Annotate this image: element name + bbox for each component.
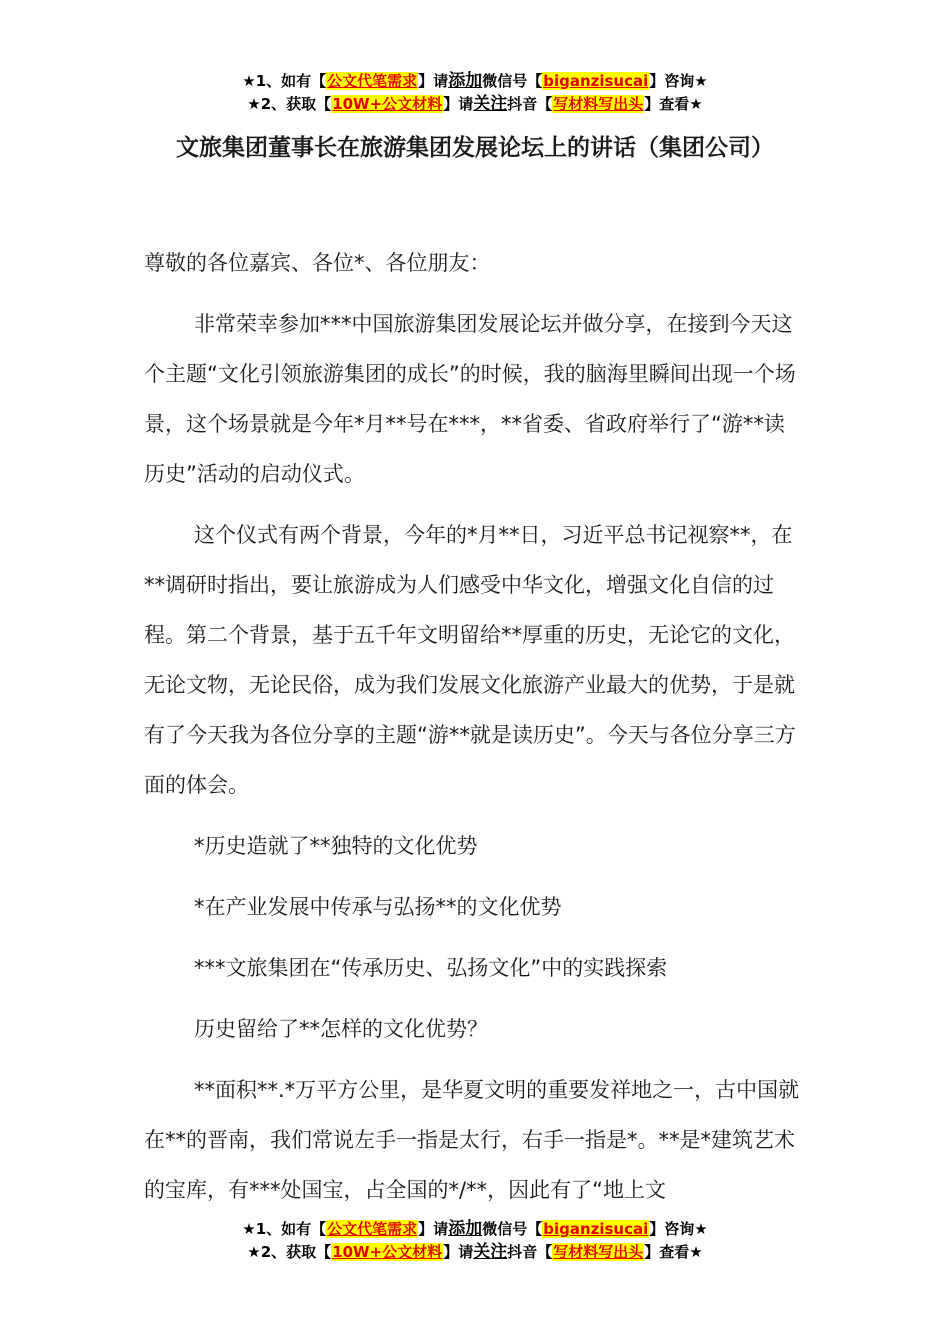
promo-highlight: biganzisucai xyxy=(543,72,649,90)
paragraph: *在产业发展中传承与弘扬**的文化优势 xyxy=(194,895,562,919)
paragraph: 非常荣幸参加***中国旅游集团发展论坛并做分享，在接到今天这个主题“文化引领旅游集团的成长”的时候，我的脑海里瞬间出现一个场景，这个场景就是今年*月**号在***，**省委、省政府举行了“游**读历史”活动的启动仪式。 xyxy=(144,312,796,486)
paragraph: ***文旅集团在“传承历史、弘扬文化”中的实践探索 xyxy=(194,956,668,980)
promo-emphasis: 关注 xyxy=(473,94,508,114)
promo-text: 】咨询★ xyxy=(649,72,708,90)
paragraph: *历史造就了**独特的文化优势 xyxy=(194,834,478,858)
promo-text: 】咨询★ xyxy=(649,1220,708,1238)
promo-banner-top xyxy=(0,70,950,116)
promo-emphasis: 关注 xyxy=(473,1242,508,1262)
promo-highlight: 写材料写出头 xyxy=(553,1243,644,1261)
promo-text: ★2、获取【 xyxy=(247,95,332,113)
document-body xyxy=(144,238,804,1215)
promo-line-1 xyxy=(0,70,950,93)
promo-line-2 xyxy=(0,93,950,116)
paragraph: **面积**.*万平方公里，是华夏文明的重要发祥地之一，古中国就在**的晋南，我们常说左手一指是太行，右手一指是*。**是*建筑艺术的宝库，有***处国宝，占全国的*/**，因此有了“地上文 xyxy=(144,1078,800,1202)
promo-text: 】请 xyxy=(443,95,474,113)
promo-line-2 xyxy=(0,1241,950,1264)
promo-text: 微信号【 xyxy=(482,72,543,90)
promo-emphasis: 添加 xyxy=(448,71,483,91)
document-title: 文旅集团董事长在旅游集团发展论坛上的讲话（集团公司） xyxy=(176,135,774,161)
greeting: 尊敬的各位嘉宾、各位*、各位朋友： xyxy=(144,251,491,275)
paragraph: 这个仪式有两个背景，今年的*月**日，习近平总书记视察**，在**调研时指出，要让旅游成为人们感受中华文化，增强文化自信的过程。第二个背景，基于五千年文明留给**厚重的历史，无论它的文化，无论文物，无论民俗，成为我们发展文化旅游产业最大的优势，于是就有了今天我为各位分享的主题“游**就是读历史”。今天与各位分享三方面的体会。 xyxy=(144,523,796,797)
promo-text: 】查看★ xyxy=(644,95,703,113)
promo-line-1 xyxy=(0,1218,950,1241)
promo-text: ★2、获取【 xyxy=(247,1243,332,1261)
promo-highlight: 10W+公文材料 xyxy=(332,1243,443,1261)
promo-banner-bottom xyxy=(0,1218,950,1264)
promo-highlight: 10W+公文材料 xyxy=(332,95,443,113)
promo-text: 】查看★ xyxy=(644,1243,703,1261)
section-heading: 历史留给了**怎样的文化优势？ xyxy=(194,1017,488,1041)
promo-emphasis: 添加 xyxy=(448,1219,483,1239)
promo-highlight: biganzisucai xyxy=(543,1220,649,1238)
promo-highlight: 写材料写出头 xyxy=(553,95,644,113)
promo-highlight: 公文代笔需求 xyxy=(327,1220,418,1238)
promo-text: 抖音【 xyxy=(507,1243,553,1261)
promo-text: ★1、如有【 xyxy=(242,1220,327,1238)
promo-text: 】请 xyxy=(418,1220,449,1238)
promo-text: 抖音【 xyxy=(507,95,553,113)
promo-text: 】请 xyxy=(443,1243,474,1261)
promo-text: 】请 xyxy=(418,72,449,90)
promo-text: ★1、如有【 xyxy=(242,72,327,90)
promo-highlight: 公文代笔需求 xyxy=(327,72,418,90)
promo-text: 微信号【 xyxy=(482,1220,543,1238)
